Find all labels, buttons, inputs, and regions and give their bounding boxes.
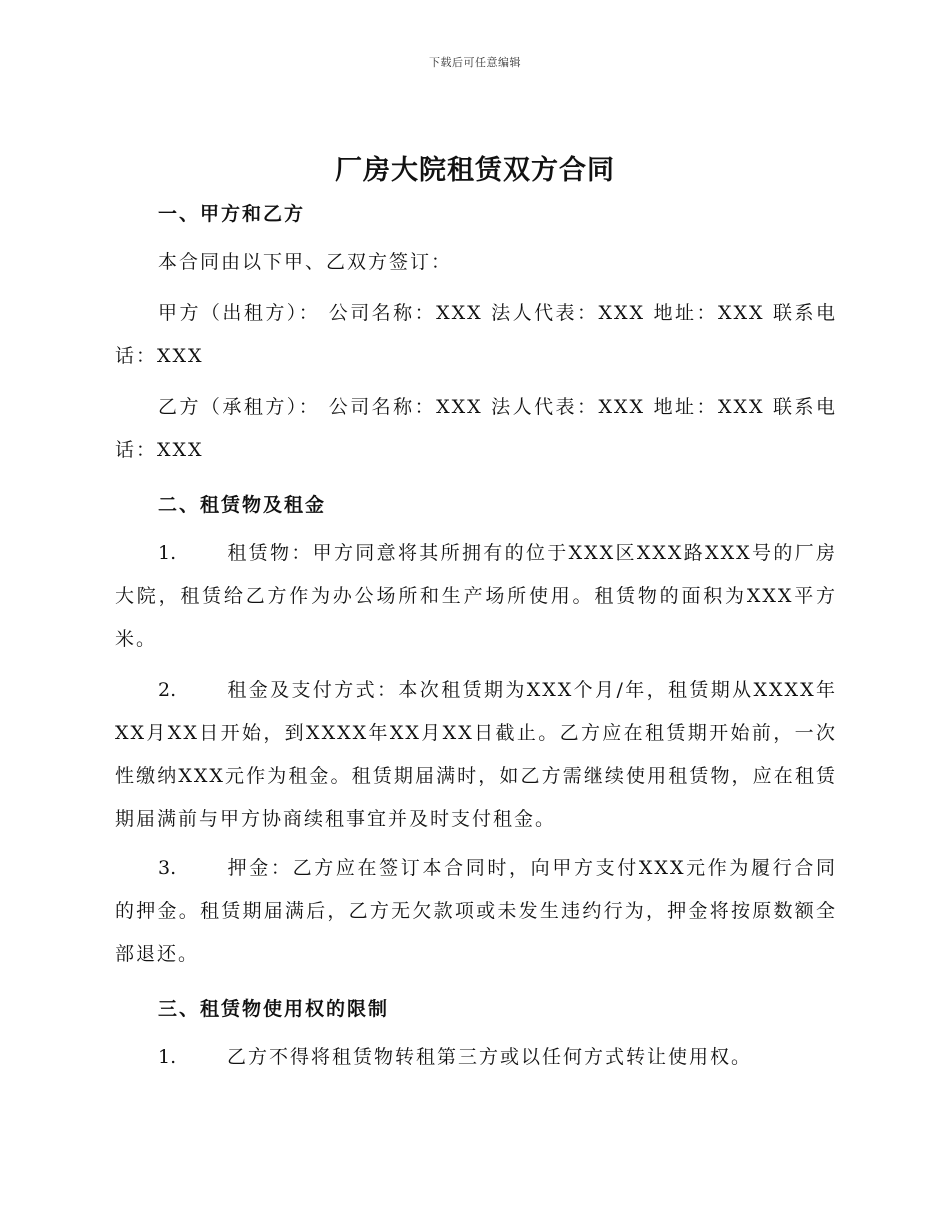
section-2-item-3 (115, 847, 837, 976)
item-text: 押金：乙方应在签订本合同时，向甲方支付XXX元作为履行合同的押金。租赁期届满后，乙方无欠款项或未发生违约行为，押金将按原数额全部退还。 (115, 857, 837, 965)
document-title: 厂房大院租赁双方合同 (335, 155, 615, 186)
item-number: 2. (158, 679, 177, 701)
header-note: 下载后可任意编辑 (429, 56, 521, 69)
item-number: 1. (158, 1046, 177, 1068)
party-b-info: 乙方（承租方）： 公司名称：XXX 法人代表：XXX 地址：XXX 联系电话：XXX (115, 396, 837, 461)
section-1-heading: 一、甲方和乙方 (158, 203, 306, 225)
item-text: 租金及支付方式：本次租赁期为XXX个月/年，租赁期从XXXX年XX月XX日开始，到XXXX年XX月XX日截止。乙方应在租赁期开始前，一次性缴纳XXX元作为租金。租赁期届满时，如乙方需继续使用租赁物，应在租赁期届满前与甲方协商续租事宜并及时支付租金。 (115, 679, 837, 830)
section-2-item-1 (115, 532, 837, 661)
party-a-info: 甲方（出租方）： 公司名称：XXX 法人代表：XXX 地址：XXX 联系电话：XXX (115, 302, 837, 367)
section-3-heading: 三、租赁物使用权的限制 (158, 998, 390, 1020)
section-1-intro: 本合同由以下甲、乙双方签订： (158, 251, 453, 273)
item-text: 租赁物：甲方同意将其所拥有的位于XXX区XXX路XXX号的厂房大院，租赁给乙方作为办公场所和生产场所使用。租赁物的面积为XXX平方米。 (115, 542, 837, 650)
item-text: 乙方不得将租赁物转租第三方或以任何方式转让使用权。 (227, 1046, 753, 1068)
section-2-item-2 (115, 669, 837, 841)
section-2-heading: 二、租赁物及租金 (158, 494, 327, 516)
section-3-item-1 (115, 1036, 837, 1079)
item-number: 1. (158, 542, 177, 564)
item-number: 3. (158, 857, 177, 879)
